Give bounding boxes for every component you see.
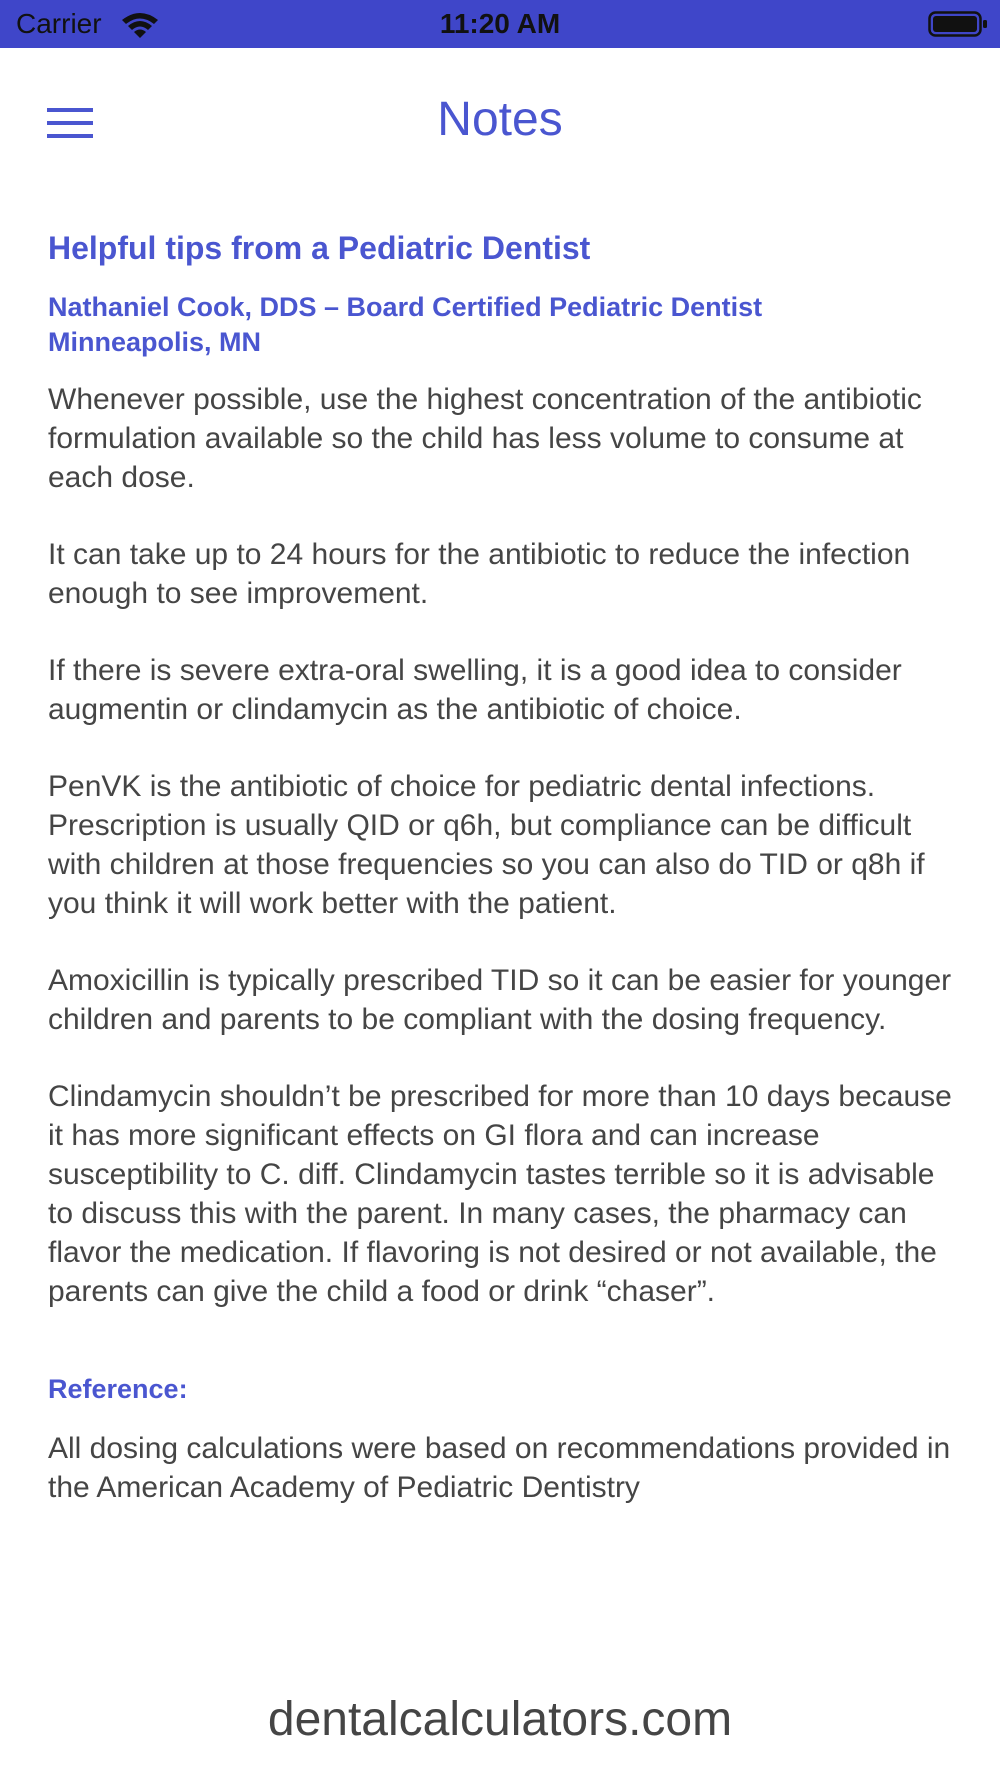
author-credit <box>48 290 958 360</box>
reference-label: Reference: <box>48 1374 188 1404</box>
status-time: 11:20 AM <box>439 8 561 39</box>
page-title: Notes <box>437 93 563 146</box>
footer-website: dentalcalculators.com <box>0 1692 1000 1748</box>
battery-icon <box>928 10 988 38</box>
reference-text: All dosing calculations were based on recommendations provided in the American Academy of Pediatric Dentistry <box>48 1432 951 1504</box>
tips-list <box>48 380 958 1311</box>
tip-paragraph: If there is severe extra-oral swelling, it is a good idea to consider augmentin or clindamycin as the antibiotic of choice. <box>48 654 902 726</box>
notes-heading: Helpful tips from a Pediatric Dentist <box>48 230 591 266</box>
tip-paragraph: Amoxicillin is typically prescribed TID so it can be easier for younger children and parents to be compliant with the dosing frequency. <box>48 964 952 1036</box>
tip-paragraph: Clindamycin shouldn’t be prescribed for more than 10 days because it has more significant effects on GI flora and can increase susceptibility to C. diff. Clindamycin tastes terrible so it is advisable to discuss this with the parent. In many cases, the pharmacy can flavor the medication. If flavoring is not desired or not available, the parents can give the child a food or drink “chaser”. <box>48 1080 952 1308</box>
status-bar <box>0 0 1000 48</box>
navigation-bar <box>0 48 1000 198</box>
tip-paragraph: PenVK is the antibiotic of choice for pediatric dental infections. Prescription is usually QID or q6h, but compliance can be difficult with children at those frequencies so you can also do TID or q8h if you think it will work better with the patient. <box>48 770 925 920</box>
tip-paragraph: Whenever possible, use the highest concentration of the antibiotic formulation available so the child has less volume to consume at each dose. <box>48 383 922 494</box>
author-name: Nathaniel Cook, DDS – Board Certified Pediatric Dentist <box>48 292 763 322</box>
carrier-label: Carrier <box>16 8 102 39</box>
author-location: Minneapolis, MN <box>48 327 262 357</box>
notes-content <box>48 228 958 1507</box>
tip-paragraph: It can take up to 24 hours for the antibiotic to reduce the infection enough to see improvement. <box>48 538 911 610</box>
